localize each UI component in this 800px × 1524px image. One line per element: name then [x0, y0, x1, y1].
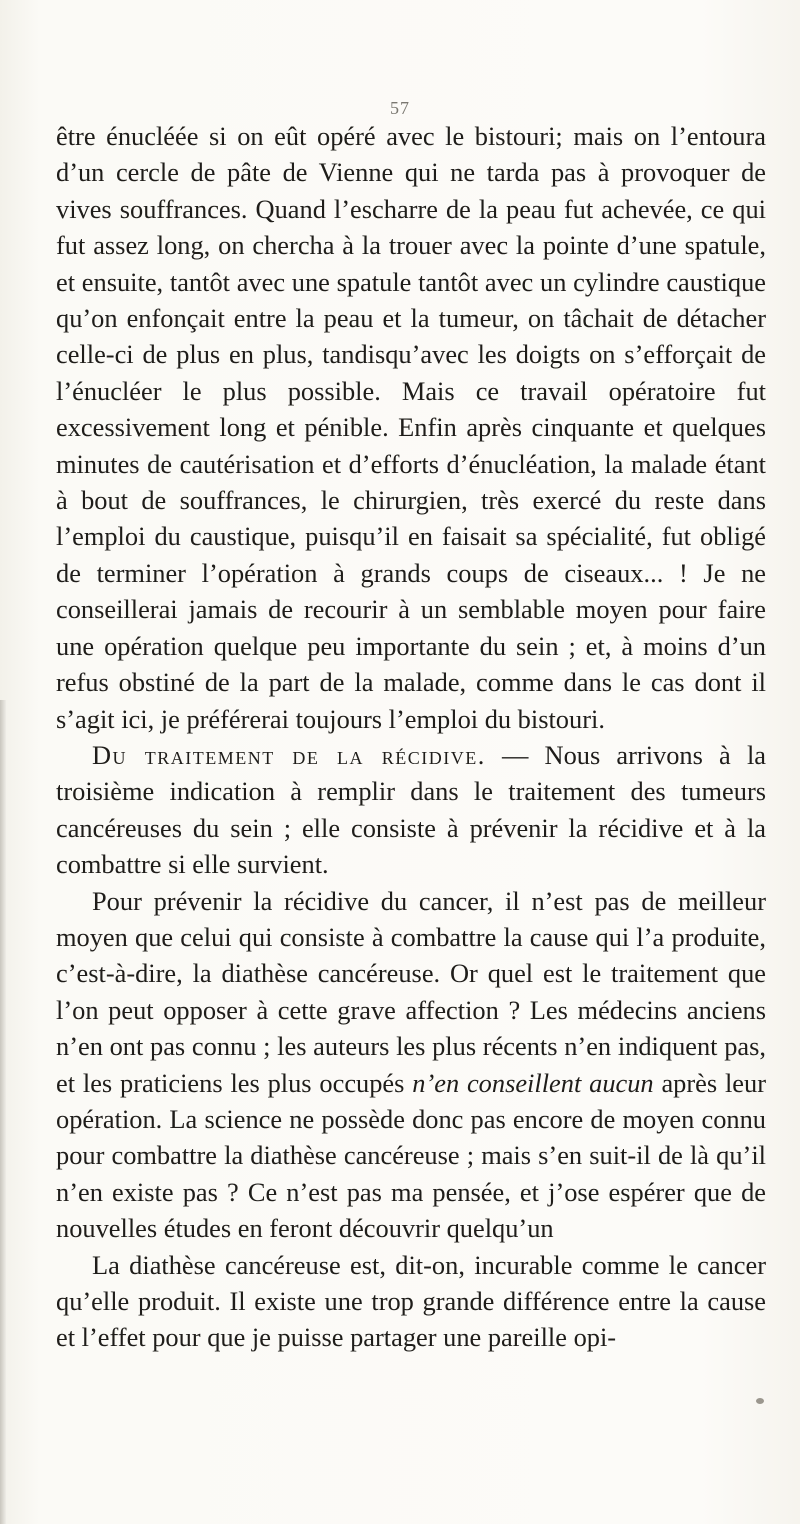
page-number: 57	[390, 98, 410, 118]
paragraph-prevention	[56, 883, 766, 1247]
paragraph-recidive-heading	[56, 737, 766, 883]
binding-shadow	[0, 700, 6, 1524]
body-text	[56, 118, 766, 1356]
paragraph-text: — Nous arrivons à la troisième indication à remplir dans le traitement des tumeurs cancéreuses du sein ; elle consiste à prévenir la récidive et à la combattre si elle survient.	[56, 739, 766, 880]
ink-speck	[756, 1398, 764, 1404]
paragraph-text: après leur opération. La science ne possède donc pas encore de moyen connu pour combattre la diathèse cancéreuse ; mais s’en suit-il de là qu’il n’en existe pas ? Ce n’est pas ma pensée, et j’ose espérer que de nouvelles études en feront découvrir quelqu’un	[56, 1067, 766, 1244]
paragraph-text: La diathèse cancéreuse est, dit-on, incurable comme le cancer qu’elle produit. Il existe une trop grande différence entre la cause et l’effet pour que je puisse partager une pareille opi-	[56, 1249, 766, 1353]
emphasized-text: n’en conseillent aucun	[412, 1067, 654, 1098]
paragraph-text: Pour prévenir la récidive du cancer, il n’est pas de meilleur moyen que celui qui consiste à combattre la cause qui l’a produite, c’est-à-dire, la diathèse cancéreuse. Or quel est le traitement que l’on peut opposer à cette grave affection ? Les médecins anciens n’en ont pas connu ; les auteurs les plus récents n’en indiquent pas, et les praticiens les plus occupés	[56, 885, 766, 1098]
paragraph-cauterization-account	[56, 118, 766, 737]
paragraph-text: être énucléée si on eût opéré avec le bistouri; mais on l’entoura d’un cercle de pâte de Vienne qui ne tarda pas à provoquer de vives souffrances. Quand l’escharre de la peau fut achevée, ce qui fut assez long, on chercha à la trouer avec la pointe d’une spatule, et ensuite, tantôt avec une spatule tantôt avec un cylindre caustique qu’on enfonçait entre la peau et la tumeur, on tâchait de détacher celle-ci de plus en plus, tandisqu’avec les doigts on s’efforçait de l’énucléer le plus possible. Mais ce travail opératoire fut excessivement long et pénible. Enfin après cinquante et quelques minutes de cautérisation et d’efforts d’énucléation, la malade étant à bout de souffrances, le chirurgien, très exercé du reste dans l’emploi du caustique, puisqu’il en faisait sa spécialité, fut obligé de terminer l’opération à grands coups de ciseaux... ! Je ne conseillerai jamais de recourir à un semblable moyen pour faire une opération quelque peu importante du sein ; et, à moins d’un refus obstiné de la part de la malade, comme dans le cas dont il s’agit ici, je préférerai toujours l’emploi du bistouri.	[56, 121, 766, 734]
section-heading: Du traitement de la récidive.	[92, 739, 486, 770]
paragraph-diathesis	[56, 1247, 766, 1356]
